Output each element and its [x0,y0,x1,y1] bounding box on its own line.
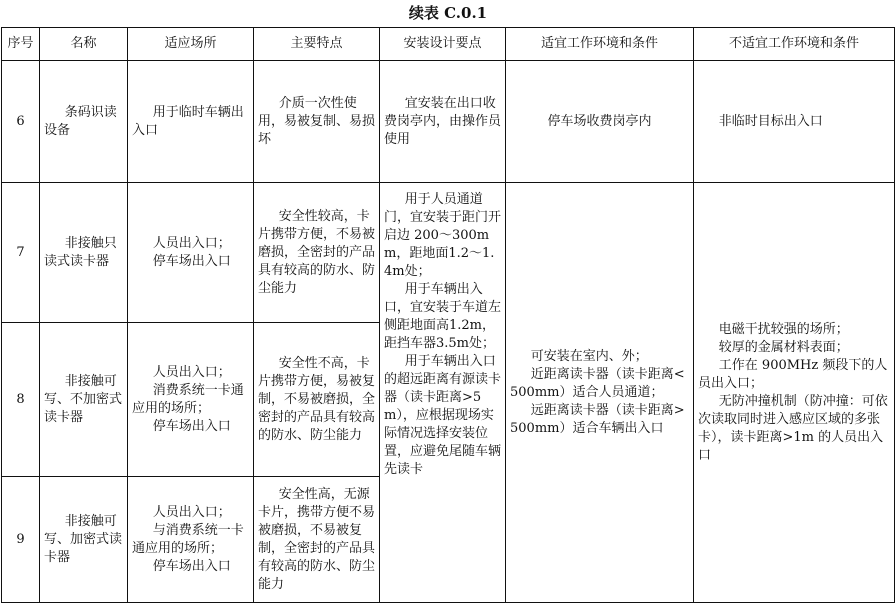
header-install: 安装设计要点 [380,28,506,61]
table-title: 续表 C.0.1 [408,4,488,22]
header-row [2,28,895,61]
header-suitable: 适宜工作环境和条件 [506,28,694,61]
cell-feature: 安全性较高，卡片携带方便，不易被磨损，全密封的产品具有较高的防水、防尘能力 [254,183,380,323]
cell-place: 人员出入口； 与消费系统一卡通应用的场所； 停车场出入口 [128,477,254,603]
cell-suitable: 停车场收费岗亭内 [506,61,694,183]
cell-suitable-merged: 可安装在室内、外； 近距离读卡器（读卡距离<500mm）适合人员通道； 远距离读卡器（读卡距离>500mm）适合车辆出入口 [506,183,694,603]
cell-name: 非接触可写、加密式读卡器 [40,477,128,603]
cell-unsuitable: 非临时目标出入口 [694,61,895,183]
header-no: 序号 [2,28,40,61]
cell-name: 非接触可写、不加密式读卡器 [40,323,128,477]
cell-no: 9 [2,477,40,603]
cell-place: 人员出入口； 停车场出入口 [128,183,254,323]
header-unsuitable: 不适宜工作环境和条件 [694,28,895,61]
cell-feature: 安全性不高，卡片携带方便，易被复制，不易被磨损，全密封的产品具有较高的防水、防尘能力 [254,323,380,477]
spec-table [1,27,895,603]
header-feature: 主要特点 [254,28,380,61]
cell-feature: 安全性高，无源卡片，携带方便不易被磨损，不易被复制，全密封的产品具有较高的防水、防尘能力 [254,477,380,603]
cell-no: 8 [2,323,40,477]
cell-no: 6 [2,61,40,183]
cell-name: 非接触只读式读卡器 [40,183,128,323]
cell-feature: 介质一次性使用，易被复制、易损坏 [254,61,380,183]
header-name: 名称 [40,28,128,61]
cell-name: 条码识读设备 [40,61,128,183]
cell-install-merged: 用于人员通道门，宜安装于距门开启边 200～300mm，距地面1.2～1.4m处； 用于车辆出入口，宜安装于车道左侧距地面高1.2m，距挡车器3.5m处； 用于车辆出入口的超远距离有源读卡器（读卡距离>5m），应根据现场实际情况选择安装位置，应避免尾随车辆先读卡 [380,183,506,603]
cell-no: 7 [2,183,40,323]
table-row [2,183,895,323]
table-row [2,61,895,183]
header-place: 适应场所 [128,28,254,61]
cell-place: 用于临时车辆出入口 [128,61,254,183]
cell-unsuitable-merged: 电磁干扰较强的场所； 较厚的金属材料表面； 工作在 900MHz 频段下的人员出入口； 无防冲撞机制（防冲撞：可依次读取同时进入感应区域的多张卡），读卡距离>1m 的人员出入口 [694,183,895,603]
cell-install: 宜安装在出口收费岗亭内，由操作员使用 [380,61,506,183]
cell-place: 人员出入口； 消费系统一卡通应用的场所； 停车场出入口 [128,323,254,477]
